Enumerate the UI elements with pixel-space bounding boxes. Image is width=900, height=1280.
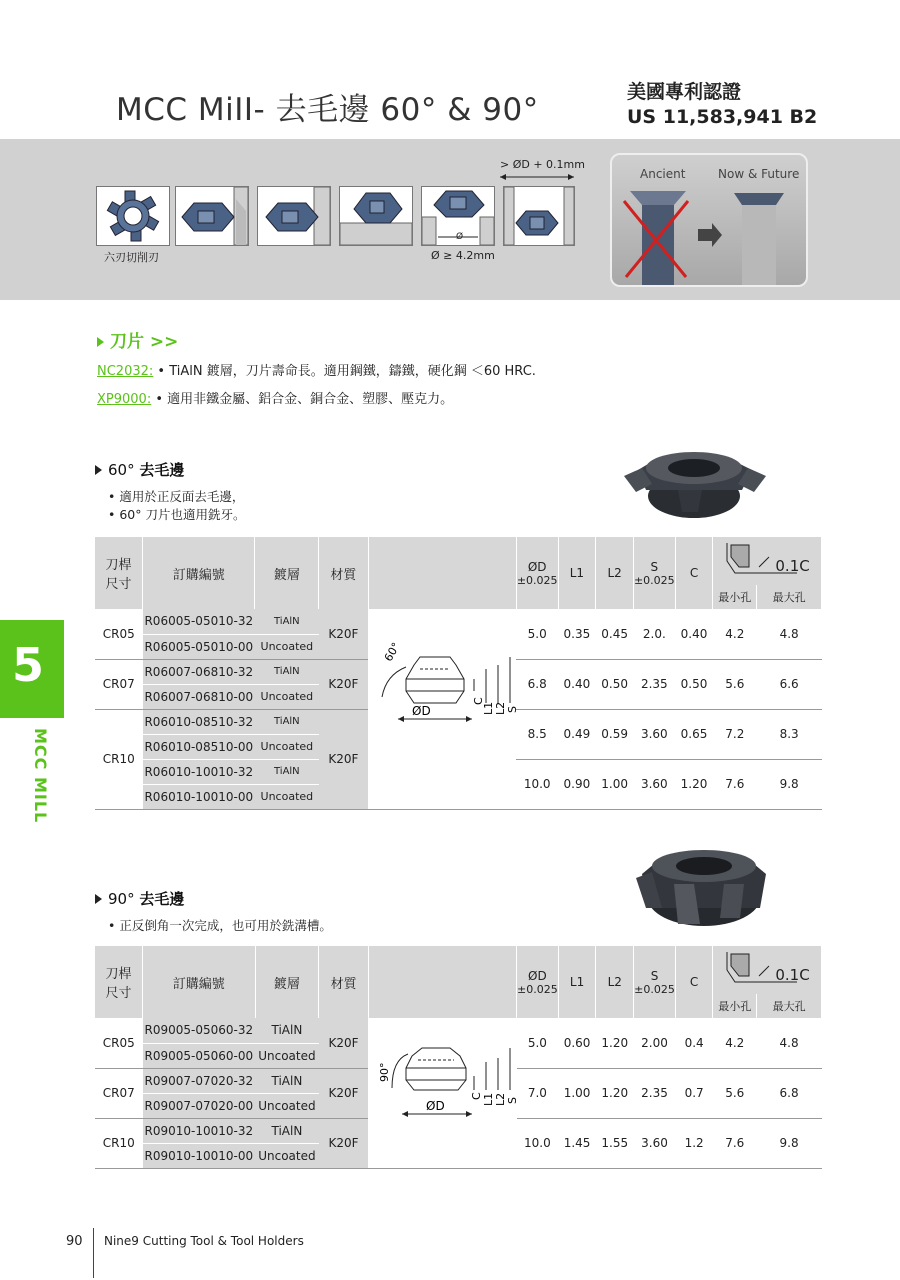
section-90-bullet-1: • 正反倒角一次完成，也可用於銑溝槽。 [108,918,332,933]
table-row: R06007-06810-00 Uncoated [95,684,822,709]
footer-company: Nine9 Cutting Tool & Tool Holders [104,1234,304,1248]
page-number: 90 [66,1234,83,1249]
th-holder-size: 刀桿 尺寸 [95,537,143,609]
table-row: R06010-10010-00 Uncoated [95,784,822,809]
table-60 [95,537,822,810]
th-diagram [368,946,516,1018]
th-l1: L1 [558,537,596,609]
th-min-hole: 最小孔 [713,585,757,609]
angle-label: 90° [378,1062,392,1082]
th-order-no: 訂購編號 [143,537,255,609]
dim-top-label: > ØD + 0.1mm [500,158,585,171]
chapter-number: 5 [12,638,45,692]
table-row: CR10 R09010-10010-32 TiAlN K20F 10.0 1.45 1.55 3.60 1.2 7.6 9.8 [95,1118,822,1143]
th-c: C [675,946,713,1018]
th-material: 材質 [319,537,368,609]
table-row: R09010-10010-00 Uncoated [95,1143,822,1168]
c-dim-label: C [470,1092,484,1100]
l1-dim-label: L1 [482,1092,496,1106]
chapter-label: MCC MILL [31,728,50,824]
table-row: CR05 R06005-05010-32 TiAlN K20F ØD 60° C L1 L2 S 5.0 0.35 0.45 2.0. 0.40 4.2 4.8 [95,609,822,634]
table-row: R09007-07020-00 Uncoated [95,1093,822,1118]
th-max-hole: 最大孔 [757,994,822,1018]
th-od: ØD ±0.025 [516,537,558,609]
operation-step-2 [257,186,331,246]
six-blade-label: 六刃切削刃 [104,251,159,264]
th-chamfer: 0.1C [713,537,822,585]
ancient-vs-future-image [610,153,808,287]
table-row: R09005-05060-00 Uncoated [95,1043,822,1068]
l2-dim-label: L2 [494,1092,508,1106]
th-coating: 鍍層 [255,537,319,609]
nc-spec-line [97,360,536,379]
table-row: R06010-08510-00 Uncoated [95,734,822,759]
table-row: CR07 R06007-06810-32 TiAlN K20F 6.8 0.40 0.50 2.35 0.50 5.6 6.6 [95,659,822,684]
dim-top-arrow [498,172,578,182]
six-blade-insert-image [96,186,170,246]
s-dim-label: S [506,1097,520,1104]
th-order-no: 訂購編號 [143,946,255,1018]
th-l2: L2 [596,537,634,609]
th-l1: L1 [558,946,596,1018]
xp-spec-line [97,388,453,407]
section-60-bullet-1: • 適用於正反面去毛邊， [108,489,245,504]
th-s: S ±0.025 [633,537,675,609]
xp-text: • 適用非鐵金屬、鋁合金、銅合金、塑膠、壓克力。 [155,392,454,407]
patent-line-2: US 11,583,941 B2 [627,106,818,128]
th-s: S ±0.025 [634,946,676,1018]
operation-step-3 [339,186,413,246]
od-dim-label: ØD [412,704,431,718]
th-coating: 鍍層 [255,946,319,1018]
patent-block [627,80,817,130]
th-c: C [675,537,713,609]
table-row: R06010-10010-32 TiAlN 10.0 0.90 1.00 3.60 1.20 7.6 9.8 [95,759,822,784]
page-title: MCC MiII- 去毛邊 60° & 90° [116,92,539,128]
table-row: CR07 R09007-07020-32 TiAlN K20F 7.0 1.00 1.20 2.35 0.7 5.6 6.8 [95,1068,822,1093]
section-60-bullet-2: • 60° 刀片也適用銑牙。 [108,507,246,522]
od-dim-label: ØD [426,1099,445,1113]
table-row: R06005-05010-00 Uncoated [95,634,822,659]
insert-60-photo [618,440,768,526]
table-90 [95,946,822,1169]
table-row: CR10 R06010-08510-32 TiAlN K20F 8.5 0.49 0.59 3.60 0.65 7.2 8.3 [95,709,822,734]
table-row: CR05 R09005-05060-32 TiAlN K20F ØD 90° C L1 L2 S 5.0 0.60 1.20 2.00 0.4 4.2 4.8 [95,1018,822,1043]
nc-code: NC2032: [97,364,154,379]
inserts-heading: 刀片 >> [97,327,178,352]
future-label: Now & Future [718,167,800,181]
arrow-icon [97,337,104,347]
section-60-heading: 60° 去毛邊 [95,459,184,480]
diagram-60 [368,609,520,809]
th-holder-size: 刀桿 尺寸 [95,946,143,1018]
dim-small-label: Ø [456,232,464,242]
th-max-hole: 最大孔 [757,585,822,609]
th-diagram [368,537,516,609]
nc-text: • TiAlN 鍍層，刀片壽命長。適用鋼鐵，鑄鐵，硬化鋼 ＜60 HRC. [157,364,536,379]
s-dim-label: S [506,706,520,713]
th-chamfer: 0.1C [713,946,822,994]
footer-divider [93,1228,94,1278]
th-od: ØD ±0.025 [517,946,559,1018]
angle-label: 60° [381,640,403,664]
operation-step-1 [175,186,249,246]
ancient-label: Ancient [640,167,686,181]
insert-90-photo [628,838,778,934]
l2-dim-label: L2 [494,701,508,715]
l1-dim-label: L1 [482,701,496,715]
dim-bottom-label: Ø ≥ 4.2mm [431,249,495,262]
th-material: 材質 [319,946,368,1018]
arrow-icon [95,465,102,475]
th-min-hole: 最小孔 [713,994,757,1018]
xp-code: XP9000: [97,392,152,407]
arrow-icon [95,894,102,904]
th-l2: L2 [596,946,634,1018]
diagram-90 [368,1018,520,1168]
section-90-heading: 90° 去毛邊 [95,888,184,909]
c-dim-label: C [472,697,486,705]
operation-step-5 [503,186,575,246]
patent-line-1: 美國專利認證 [627,81,742,103]
